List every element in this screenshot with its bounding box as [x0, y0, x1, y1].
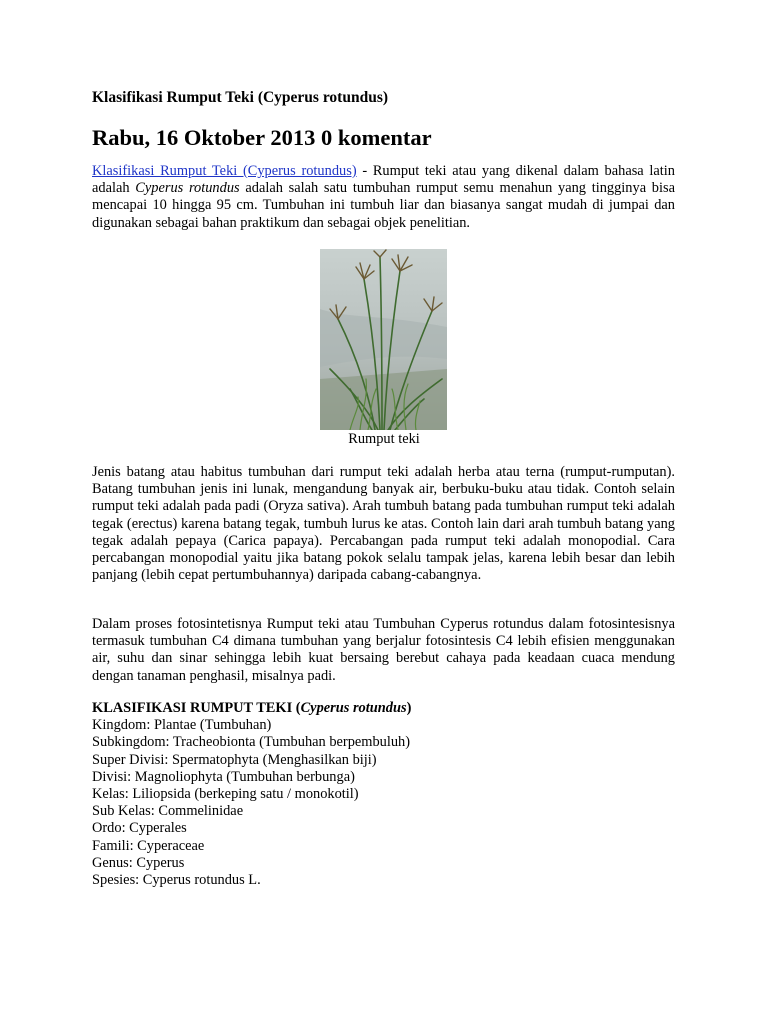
- classification-heading-text: KLASIFIKASI RUMPUT TEKI (: [92, 700, 301, 716]
- photosynthesis-paragraph: Dalam proses fotosintetisnya Rumput teki atau Tumbuhan Cyperus rotundus dalam fotosintesisnya termasuk tumbuhan C4 dimana tumbuhan yang berjalur fotosintesis C4 lebih efisien menggunakan air, suhu dan sinar sehingga lebih kuat bersaing berebut cahaya pada keadaan cuaca mendung dengan tanaman penghasil, misalnya padi.: [92, 616, 675, 684]
- classification-item-kingdom: Kingdom: Plantae (Tumbuhan): [92, 717, 272, 734]
- classification-heading-close: ): [406, 700, 412, 716]
- intro-latin-name: Cyperus rotundus: [135, 180, 240, 197]
- classification-item-famili: Famili: Cyperaceae: [92, 837, 205, 854]
- classification-item-sub-kelas: Sub Kelas: Commelinidae: [92, 803, 244, 820]
- document-title: Klasifikasi Rumput Teki (Cyperus rotundus): [92, 89, 389, 106]
- classification-heading: [92, 700, 675, 717]
- article-link[interactable]: Klasifikasi Rumput Teki (Cyperus rotundus): [92, 163, 357, 179]
- habitus-paragraph: Jenis batang atau habitus tumbuhan dari rumput teki adalah herba atau terna (rumput-rumputan). Batang tumbuhan jenis ini lunak, mengandung banyak air, berbuku-buku atau tidak. Contoh selain rumput teki adalah pada padi (Oryza sativa). Arah tumbuh batang pada tumbuhan rumput teki adalah tegak (erectus) karena batang tegak, tumbuh lurus ke atas. Contoh lain dari arah tumbuh batang yang tegak adalah pepaya (Carica papaya). Percabangan pada rumput teki adalah monopodial. Cara percabangan monopodial yaitu jika batang pokok selalu tampak jelas, karena lebih besar dan lebih panjang (lebih cepat pertumbuhannya) daripada cabang-cabangnya.: [92, 464, 675, 584]
- intro-text-2: adalah salah satu tumbuhan rumput semu menahun yang tingginya bisa mencapai 10 hingga 95 cm. Tumbuhan ini tumbuh liar dan biasanya sangat mudah di jumpai dan digunakan sebagai bahan praktikum dan sebagai objek penelitian.: [92, 180, 675, 231]
- intro-text-1: - Rumput teki atau yang dikenal dalam bahasa latin adalah: [92, 163, 675, 197]
- classification-item-kelas: Kelas: Liliopsida (berkeping satu / monokotil): [92, 786, 359, 803]
- classification-block: [92, 700, 675, 889]
- photo-caption: Rumput teki: [348, 431, 420, 447]
- classification-item-genus: Genus: Cyperus: [92, 854, 185, 871]
- classification-item-spesies: Spesies: Cyperus rotundus L.: [92, 872, 261, 889]
- classification-item-super-divisi: Super Divisi: Spermatophyta (Menghasilkan biji): [92, 751, 377, 768]
- classification-item-ordo: Ordo: Cyperales: [92, 820, 187, 837]
- rumput-teki-photo: [320, 249, 447, 430]
- intro-paragraph: [92, 163, 675, 232]
- classification-heading-latin: Cyperus rotundus: [300, 700, 407, 716]
- classification-item-divisi: Divisi: Magnoliophyta (Tumbuhan berbunga): [92, 768, 355, 785]
- post-date-heading: Rabu, 16 Oktober 2013 0 komentar: [92, 125, 432, 150]
- classification-item-subkingdom: Subkingdom: Tracheobionta (Tumbuhan berpembuluh): [92, 734, 411, 751]
